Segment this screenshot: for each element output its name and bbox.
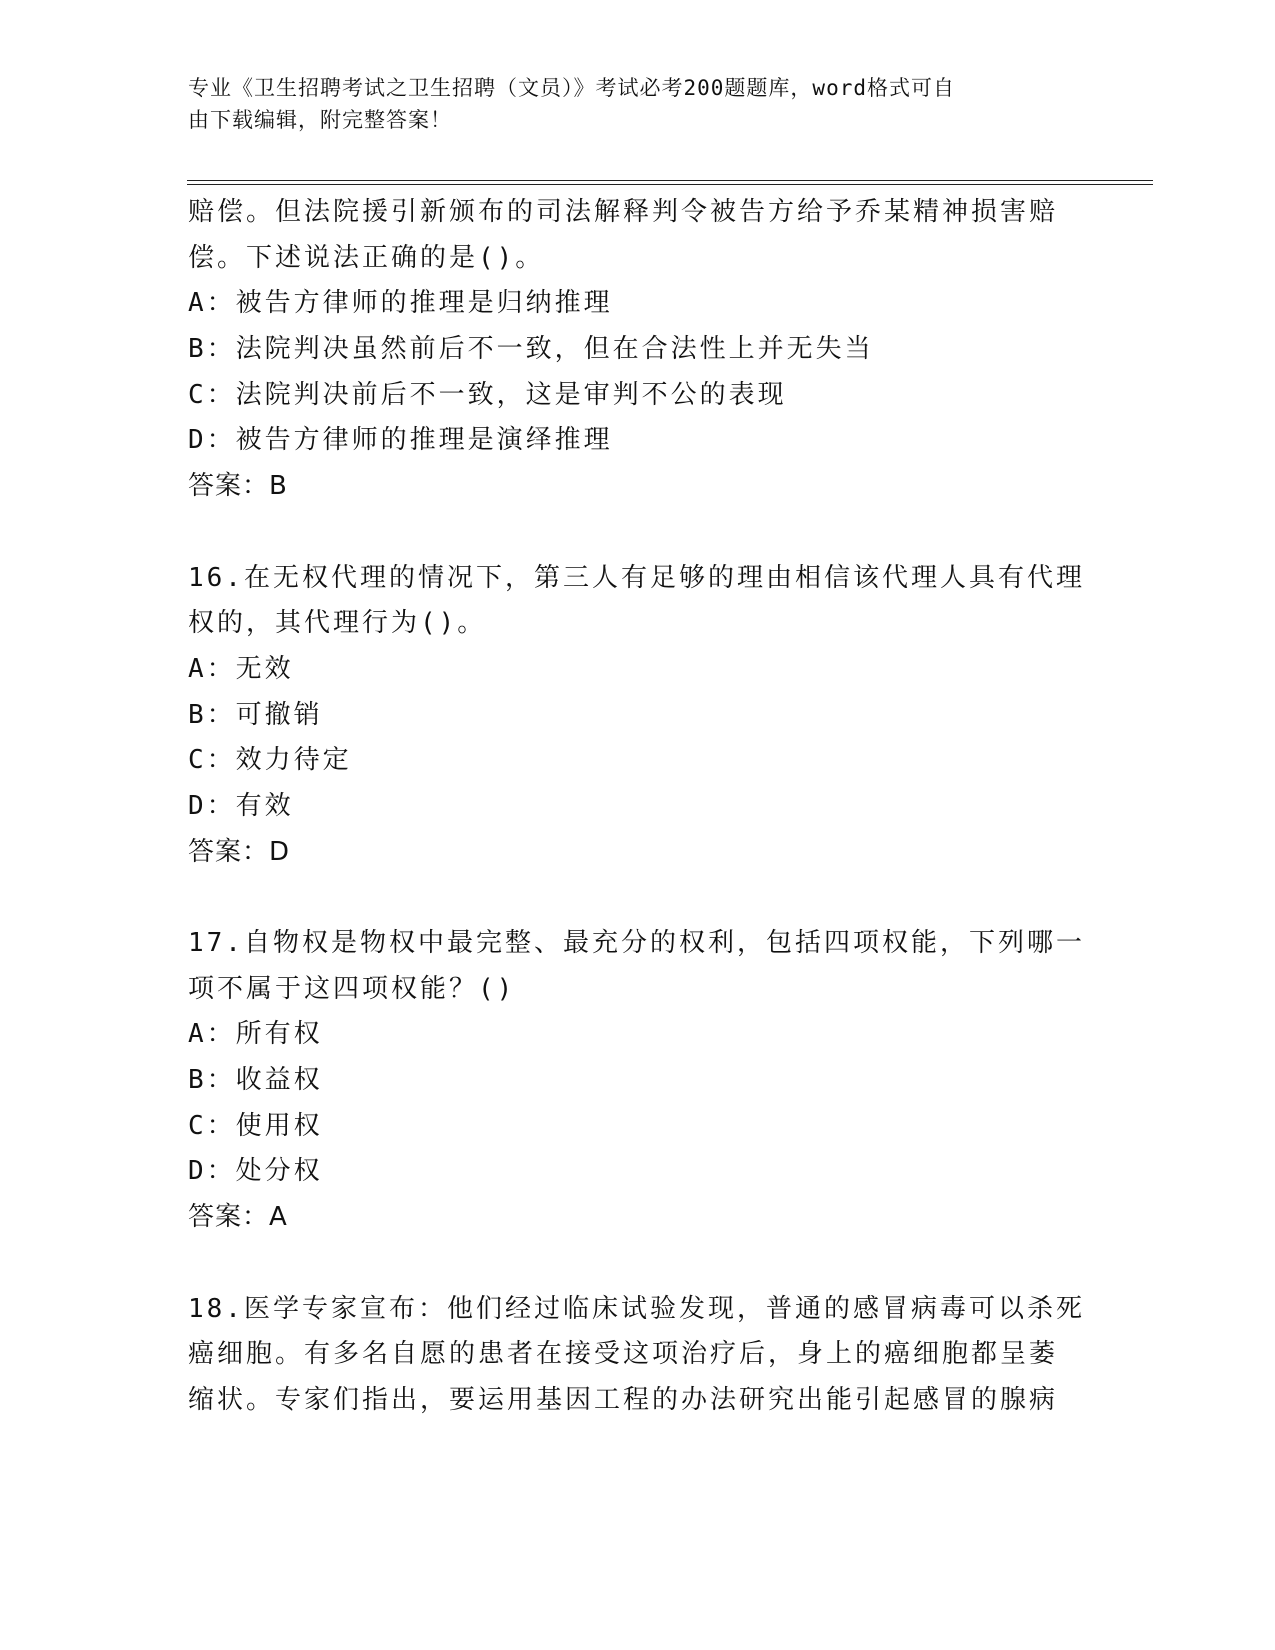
question-stem-line: 18.医学专家宣布：他们经过临床试验发现，普通的感冒病毒可以杀死 [188,1293,1085,1324]
question-stem-line: 权的，其代理行为()。 [188,608,487,639]
option-c: C：效力待定 [188,745,352,776]
option-a: A：所有权 [188,1019,323,1050]
question-stem-line: 赔偿。但法院援引新颁布的司法解释判令被告方给予乔某精神损害赔 [188,197,1059,227]
question-stem-line: 癌细胞。有多名自愿的患者在接受这项治疗后，身上的癌细胞都呈萎 [188,1339,1059,1370]
option-b: B：收益权 [188,1065,323,1096]
document-header [188,72,1068,136]
option-c: C：使用权 [188,1110,323,1141]
answer-label: 答案：B [188,471,288,502]
question-16 [188,556,1088,876]
question-stem-line: 缩状。专家们指出，要运用基因工程的办法研究出能引起感冒的腺病 [188,1384,1059,1415]
question-spacer [188,875,1088,921]
answer-label: 答案：A [188,1202,288,1233]
option-d: D：处分权 [188,1156,323,1187]
option-d: D：被告方律师的推理是演绎推理 [188,425,613,456]
header-divider-thin [187,184,1153,185]
question-spacer [188,510,1088,556]
question-stem-line: 17.自物权是物权中最完整、最充分的权利，包括四项权能，下列哪一 [188,928,1085,958]
answer-label: 答案：D [188,836,291,867]
header-line-2: 由下载编辑，附完整答案！ [188,108,452,132]
question-stem-line: 16.在无权代理的情况下，第三人有足够的理由相信该代理人具有代理 [188,562,1085,593]
option-b: B：可撤销 [188,699,323,730]
option-a: A：被告方律师的推理是归纳推理 [188,288,613,319]
question-content [188,190,1088,1424]
option-d: D：有效 [188,790,294,821]
header-line-1: 专业《卫生招聘考试之卫生招聘（文员）》考试必考200题题库，word格式可自 [188,76,955,100]
question-17 [188,921,1088,1241]
question-18 [188,1287,1088,1424]
option-a: A：无效 [188,653,294,684]
question-spacer [188,1241,1088,1287]
option-b: B：法院判决虽然前后不一致，但在合法性上并无失当 [188,334,874,365]
question-stem-line: 偿。下述说法正确的是()。 [188,242,545,273]
header-divider-thick [187,180,1153,181]
question-15 [188,190,1088,510]
question-stem-line: 项不属于这四项权能？() [188,973,516,1004]
option-c: C：法院判决前后不一致，这是审判不公的表现 [188,379,787,410]
